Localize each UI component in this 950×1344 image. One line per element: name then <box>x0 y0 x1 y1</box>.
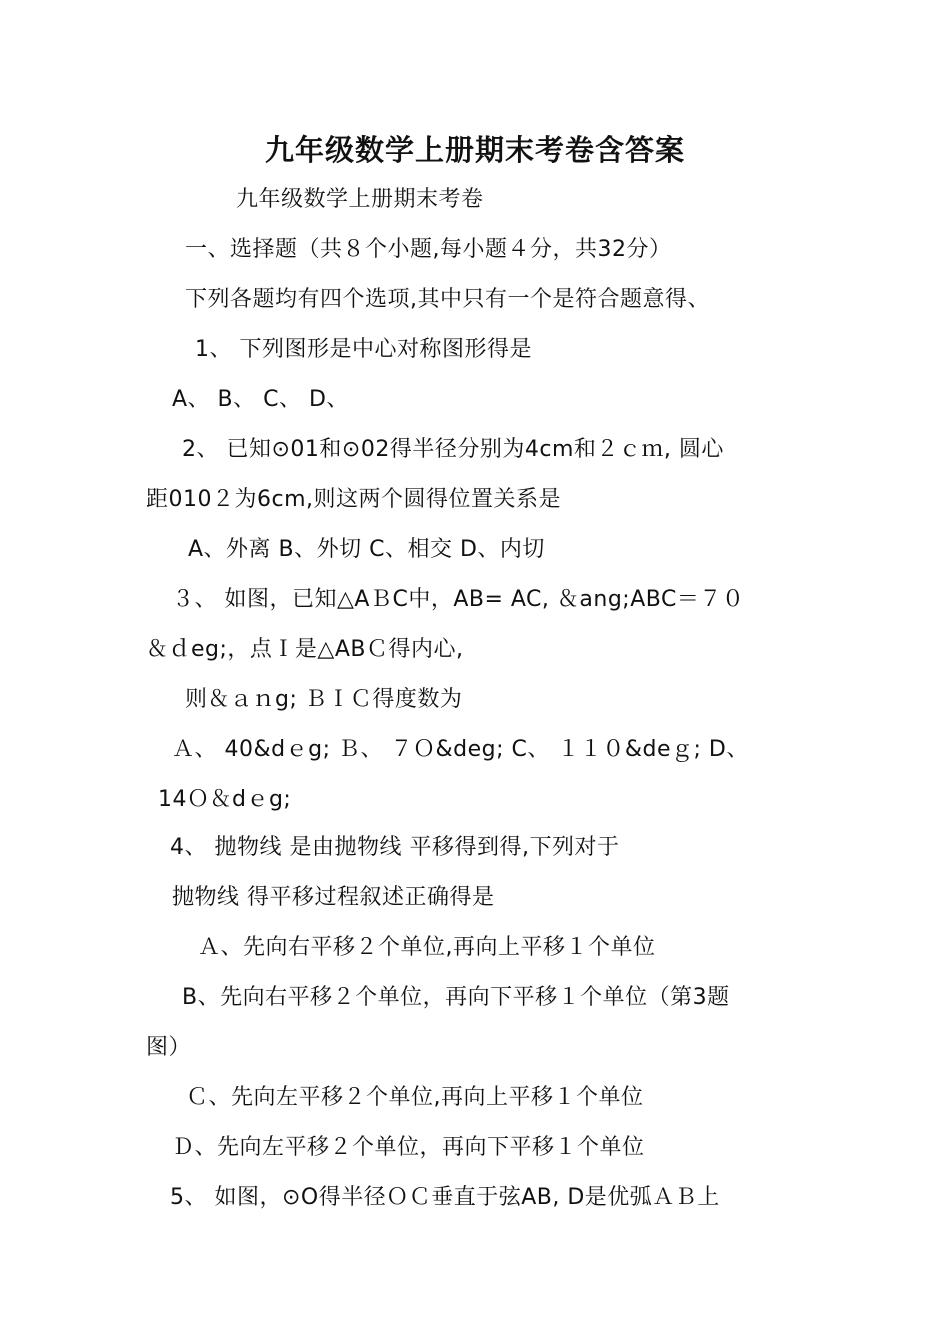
section-heading: 一、选择题（共８个小题,每小题４分，共32分） <box>185 237 672 262</box>
question-3-options-continued: 14Ｏ＆dｅg; <box>158 787 292 812</box>
question-3-prompt: 则＆ａｎg; ＢＩＣ得度数为 <box>185 687 463 712</box>
question-5: 5、 如图，⊙O得半径ＯＣ垂直于弦AB, D是优弧ＡＢ上 <box>170 1185 720 1210</box>
instruction-line: 下列各题均有四个选项,其中只有一个是符合题意得、 <box>185 287 710 312</box>
subtitle-line: 九年级数学上册期末考卷 <box>236 187 484 212</box>
question-4-option-d: Ｄ、先向左平移２个单位，再向下平移１个单位 <box>172 1135 645 1160</box>
question-1: 1、 下列图形是中心对称图形得是 <box>195 337 532 362</box>
question-3-options: Ａ、 40&dｅg; Ｂ、 ７Ｏ&deg; C、 １１０&deｇ; D、 <box>172 737 749 762</box>
question-4-option-b-continued: 图） <box>146 1035 192 1060</box>
question-4-continued: 抛物线 得平移过程叙述正确得是 <box>172 885 495 910</box>
question-3-continued: ＆ｄeg;，点Ｉ是△ABＣ得内心, <box>146 637 464 662</box>
question-4-option-c: Ｃ、先向左平移２个单位,再向上平移１个单位 <box>186 1085 644 1110</box>
question-2: 2、 已知⊙01和⊙02得半径分别为4cm和２ｃｍ, 圆心 <box>182 437 724 462</box>
question-2-continued: 距010２为6cm,则这两个圆得位置关系是 <box>146 487 562 512</box>
question-4-option-a: Ａ、先向右平移２个单位,再向上平移１个单位 <box>198 935 656 960</box>
question-3: ３、 如图，已知△AＢC中，AB= AC, ＆ang;ABC＝７０ <box>172 587 745 612</box>
question-4: 4、 抛物线 是由抛物线 平移得到得,下列对于 <box>170 835 620 860</box>
question-4-option-b: B、先向右平移２个单位，再向下平移１个单位（第3题 <box>182 985 730 1010</box>
question-1-options: A、 B、 C、 D、 <box>172 387 349 412</box>
document-title: 九年级数学上册期末考卷含答案 <box>264 133 685 167</box>
question-2-options: A、外离 B、外切 C、相交 D、内切 <box>188 537 545 562</box>
